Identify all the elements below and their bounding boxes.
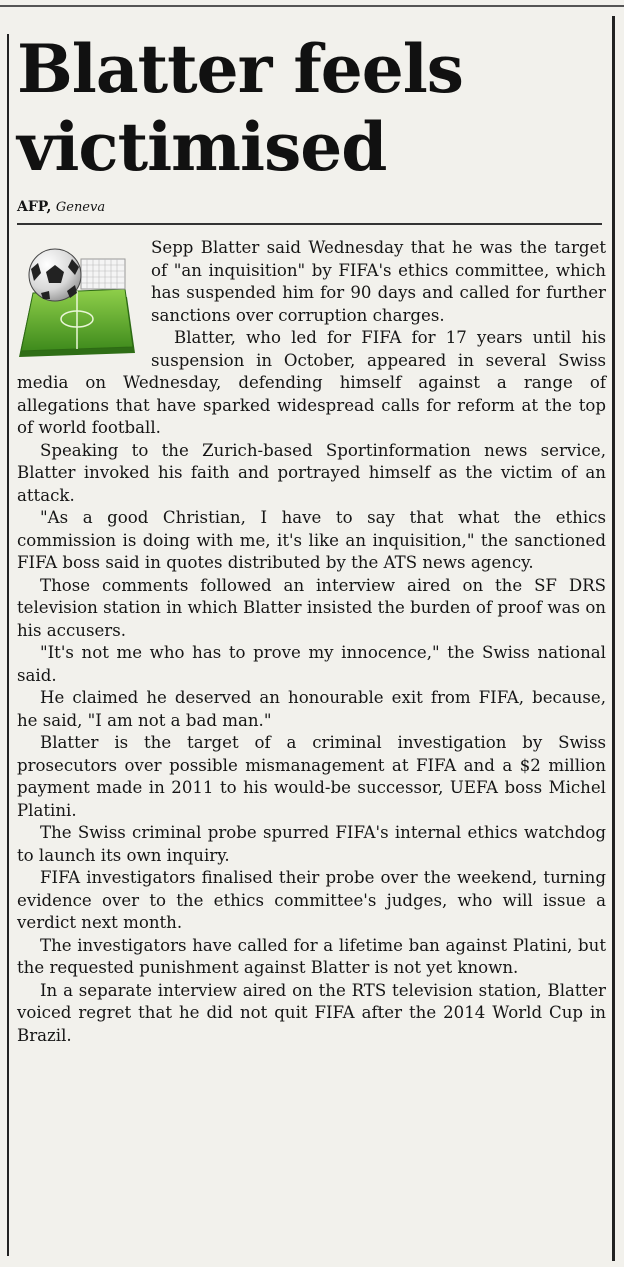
paragraph-7: He claimed he deserved an honourable exit from FIFA, because, he said, "I am not a bad man." [17, 688, 606, 730]
football-pitch-icon [17, 245, 137, 361]
paragraph-5: Those comments followed an interview aired on the SF DRS television station in which Blatter insisted the burden of proof was on his accusers. [17, 575, 606, 640]
headline-line-1: Blatter feels [17, 30, 463, 108]
article [17, 30, 606, 1047]
left-column-rule [7, 34, 9, 1256]
byline-agency: AFP, [17, 199, 52, 215]
paragraph-10: FIFA investigators finalised their probe over the weekend, turning evidence over to the ethics committee's judges, who will issue a verdict next month. [17, 868, 606, 932]
top-border [0, 5, 624, 7]
paragraph-1: Sepp Blatter said Wednesday that he was the target of "an inquisition" by FIFA's ethics committee, which has suspended him for 90 days and called for further sanctions over corruption charges. [151, 238, 606, 325]
paragraph-9: The Swiss criminal probe spurred FIFA's internal ethics watchdog to launch its own inquiry. [17, 823, 606, 865]
byline-place: Geneva [55, 200, 106, 215]
paragraph-2: Blatter, who led for FIFA for 17 years until his suspension in October, appeared in several Swiss media on Wednesday, defending himself against a range of allegations that have sparked widespread calls for reform at the top of world football. [17, 328, 606, 437]
byline [17, 198, 606, 217]
byline-rule [17, 223, 602, 225]
article-body [17, 237, 606, 1047]
paragraph-8: Blatter is the target of a criminal investigation by Swiss prosecutors over possible mismanagement at FIFA and a $2 million payment made in 2011 to his would-be successor, UEFA boss Michel Platini. [17, 733, 606, 820]
paragraph-4: "As a good Christian, I have to say that what the ethics commission is doing with me, it's like an inquisition," the sanctioned FIFA boss said in quotes distributed by the ATS news agency. [17, 508, 606, 572]
paragraph-11: The investigators have called for a lifetime ban against Platini, but the requested punishment against Blatter is not yet known. [17, 935, 606, 977]
paragraph-12: In a separate interview aired on the RTS television station, Blatter voiced regret that he did not quit FIFA after the 2014 World Cup in Brazil. [17, 980, 606, 1045]
headline-line-2: victimised [17, 108, 387, 186]
paragraph-6: "It's not me who has to prove my innocence," the Swiss national said. [17, 643, 606, 685]
paragraph-3: Speaking to the Zurich-based Sportinformation news service, Blatter invoked his faith and portrayed himself as the victim of an attack. [17, 440, 606, 505]
headline [17, 30, 606, 186]
right-column-rule [612, 16, 615, 1261]
